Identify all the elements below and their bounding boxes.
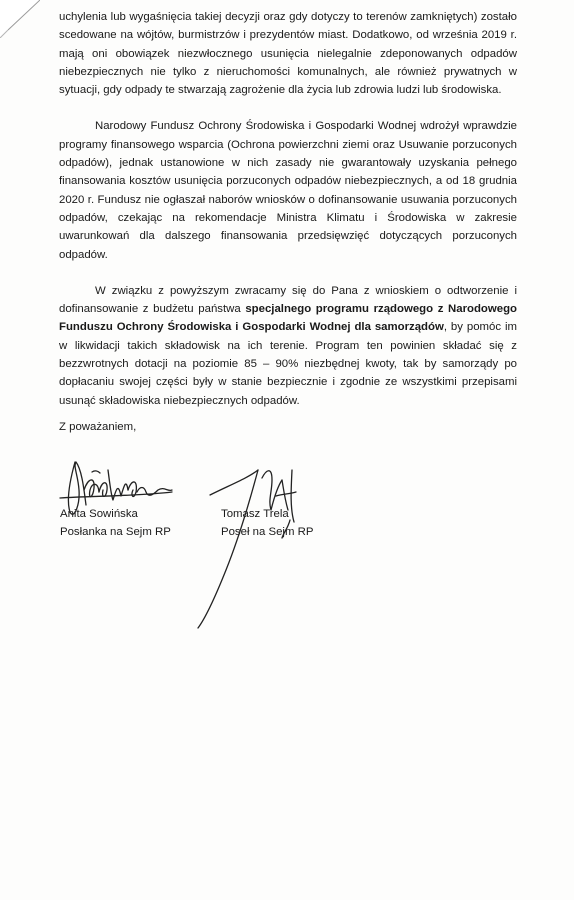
signer-role-1: Posłanka na Sejm RP [60, 526, 171, 538]
signer-block-2 [221, 505, 313, 541]
letter-body [59, 8, 517, 428]
signature-2-icon [198, 470, 296, 628]
signer-name-2: Tomasz Trela [221, 508, 289, 520]
paragraph-1: uchylenia lub wygaśnięcia takiej decyzji oraz gdy dotyczy to terenów zamkniętych) zostało scedowane na wójtów, burmistrzów i prezydentów miast. Dodatkowo, od września 2019 r. mają oni obowiązek niezwłocznego usunięcia nielegalnie zdeponowanych odpadów niebezpiecznych nie tylko z nieruchomości komunalnych, ale również prywatnych w sytuacji, gdy odpady te stwarzają zagrożenie dla życia lub zdrowia ludzi lub środowiska. [59, 11, 517, 97]
signer-name-1: Anita Sowińska [60, 508, 138, 520]
signer-block-1 [60, 505, 171, 541]
paragraph-3-lead: W związku z powyższym zwracamy się do Pana z wnioskiem o odtworzenie i dofinansowanie z budżetu państwa [59, 284, 517, 316]
closing-salutation: Z poważaniem, [59, 421, 137, 433]
paragraph-2: Narodowy Fundusz Ochrony Środowiska i Gospodarki Wodnej wdrożył wprawdzie programy finansowego wsparcia (Ochrona powierzchni ziemi oraz Usuwanie porzuconych odpadów), jednak ustanowione w nich zasady nie gwarantowały uzyskania pełnego finansowania kosztów usunięcia porzuconych odpadów niebezpiecznych, a od 18 grudnia 2020 r. Fundusz nie ogłaszał naborów wniosków o dofinansowanie usuwania porzuconych odpadów, czekając na rekomendacje Ministra Klimatu i Środowiska w zakresie uwarunkowań dla dalszego finansowania przedsięwzięć dotyczących porzuconych odpadów. [59, 120, 517, 261]
signer-role-2: Poseł na Sejm RP [221, 526, 314, 538]
paragraph-3 [59, 282, 517, 410]
paragraph-3-rest: , by pomóc im w likwidacji takich składowisk na ich terenie. Program ten powinien składać się z bezzwrotnych dotacji na poziomie 85 – 90% niezbędnej kwoty, tak by samorządy po dopłacaniu swojej części były w stanie bezpiecznie i zgodnie ze wszystkimi przepisami usunąć składowiska niebezpiecznych odpadów. [59, 321, 517, 407]
folded-corner [0, 0, 40, 38]
paragraph-3-emphasis: specjalnego programu rządowego z Narodowego Funduszu Ochrony Środowiska i Gospodarki Wodnej dla samorządów [59, 303, 517, 334]
